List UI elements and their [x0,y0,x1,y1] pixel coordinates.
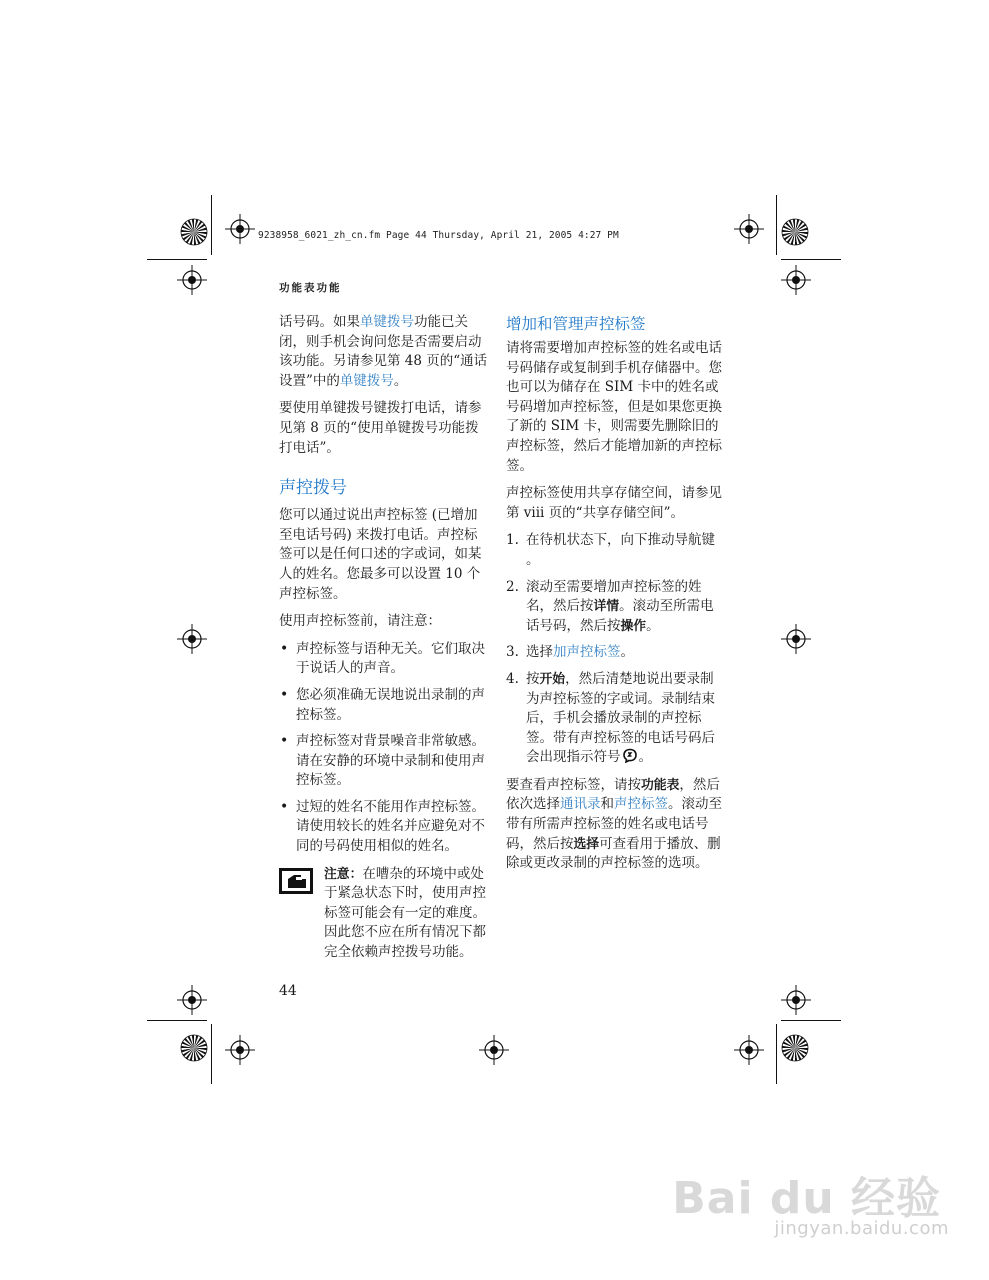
registration-mark-icon [177,624,207,654]
right-para-2: 声控标签使用共享存储空间，请参见第 viii 页的“共享存储空间”。 [506,485,722,521]
list-item: • 声控标签与语种无关。它们取决于说话人的声音。 [280,640,485,677]
step-item: 2. 滚动至需要增加声控标签的姓名，然后按详情。滚动至所需电话号码，然后按操作。 [506,578,714,634]
starburst-mark-icon [781,1034,809,1062]
trim-line [781,1020,841,1021]
softkey-start: 开始 [539,671,566,687]
step-item: 3. 选择加声控标签。 [506,644,634,661]
starburst-mark-icon [180,218,208,246]
link-speed-dial-2[interactable]: 单键拨号 [339,372,394,389]
trim-line [211,195,212,255]
left-column [279,313,489,963]
page-number: 44 [279,983,297,999]
note-box [279,865,489,963]
right-column [506,313,726,882]
link-contacts[interactable]: 通讯录 [560,796,601,813]
bullet-glyph: • [280,640,289,657]
list-item: • 声控标签对背景噪音非常敏感。请在安静的环境中录制和使用声控标签。 [280,733,485,789]
watermark-logo: Bai du 经验 [672,1173,941,1224]
link-speed-dial-1[interactable]: 单键拨号 [360,314,414,330]
trim-line [211,1024,212,1084]
step-item: 4. 按开始，然后清楚地说出要录制为声控标签的字或词。录制结束后，手机会播放录制的声控标签。带有声控标签的电话号码后会出现指示符号 。 [506,670,715,766]
registration-mark-icon [225,1035,255,1065]
trim-line [776,1024,777,1084]
registration-mark-icon [177,265,207,295]
left-para-1: 话号码。如果单键拨号功能已关闭，则手机会询问您是否需要启动该功能。另请参见第 48 页的“通话设置”中的单键拨号。 [279,314,488,389]
note-text: 在嘈杂的环境中或处于紧急状态下时，使用声控标签可能会有一定的难度。因此您不应在所有情况下都完全依赖声控拨号功能。 [324,865,486,961]
registration-mark-icon [781,624,811,654]
right-para-3: 要查看声控标签，请按功能表，然后依次选择通讯录和声控标签。滚动至带有所需声控标签的姓名或电话号码，然后按选择可查看用于播放、删除或更改录制的声控标签的选项。 [506,776,722,872]
softkey-details: 详情 [593,599,620,615]
step-item: 1. 在待机状态下，向下推动导航键 。 [506,532,715,568]
registration-mark-icon [734,214,764,244]
note-label-text: 注意： [324,866,363,882]
registration-mark-icon [734,1035,764,1065]
softkey-menu: 功能表 [641,777,680,793]
left-para-4: 使用声控标签前，请注意： [279,613,441,630]
trim-line [147,1020,207,1021]
steps-list [506,531,726,768]
trim-line [776,195,777,255]
heading-voice-dialing: 声控拨号 [279,478,347,499]
note-hand-icon [279,868,313,894]
bullet-list [279,640,489,857]
voice-tag-indicator-icon [622,748,638,763]
bullet-glyph: • [280,733,289,750]
registration-mark-icon [225,214,255,244]
registration-mark-icon [479,1035,509,1065]
trim-line [147,259,207,260]
bullet-glyph: • [280,798,289,815]
left-para-2: 要使用单键拨号键拨打电话，请参见第 8 页的“使用单键拨号功能拨打电话”。 [279,400,482,456]
softkey-select: 选择 [573,836,600,852]
starburst-mark-icon [180,1034,208,1062]
heading-add-manage-voice-tags: 增加和管理声控标签 [506,315,646,333]
bullet-glyph: • [280,686,289,703]
registration-mark-icon [177,985,207,1015]
print-header-line: 9238958_6021_zh_cn.fm Page 44 Thursday, April 21, 2005 4:27 PM [258,230,619,241]
starburst-mark-icon [781,218,809,246]
registration-mark-icon [781,265,811,295]
list-item: • 过短的姓名不能用作声控标签。请使用较长的姓名并应避免对不同的号码使用相似的姓名。 [280,798,485,855]
watermark-url: jingyan.baidu.com [774,1218,949,1239]
left-para-3: 您可以通过说出声控标签 (已增加至电话号码) 来拨打电话。声控标签可以是任何口述的字或词，如某人的姓名。您最多可以设置 10 个声控标签。 [279,507,482,602]
section-label: 功能表功能 [279,282,342,294]
softkey-options: 操作 [620,618,647,634]
link-voice-tags[interactable]: 声控标签 [614,796,668,813]
registration-mark-icon [781,985,811,1015]
trim-line [781,259,841,260]
link-add-voice-tag[interactable]: 加声控标签 [553,644,621,661]
right-para-1: 请将需要增加声控标签的姓名或电话号码储存或复制到手机存储器中。您也可以为储存在 SIM 卡中的姓名或号码增加声控标签，但是如果您更换了新的 SIM 卡，则需要先删除旧的声控标签，然后才能增加新的声控标签。 [506,340,722,474]
list-item: • 您必须准确无误地说出录制的声控标签。 [280,686,485,723]
